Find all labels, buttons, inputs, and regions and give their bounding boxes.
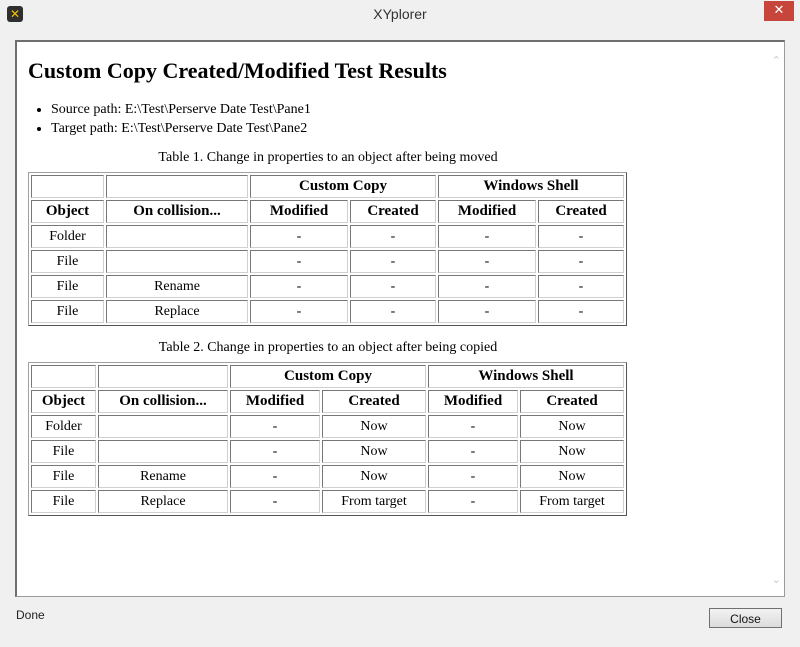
table-cell: - <box>230 440 320 463</box>
report-heading: Custom Copy Created/Modified Test Results <box>28 58 447 83</box>
table-cell: - <box>250 300 348 323</box>
table-cell: File <box>31 490 96 513</box>
table-cell: Now <box>322 415 426 438</box>
table-column-header: Modified <box>250 200 348 223</box>
table-cell: File <box>31 465 96 488</box>
table-column-header: Modified <box>230 390 320 413</box>
table-row <box>31 465 624 488</box>
table-cell: - <box>230 490 320 513</box>
table-column-header: Created <box>322 390 426 413</box>
table-empty-cell <box>106 175 248 198</box>
table-column-header: Modified <box>428 390 518 413</box>
table-empty-cell <box>98 365 228 388</box>
copied-results-table <box>28 362 627 516</box>
table-row <box>31 250 624 273</box>
table-cell <box>106 225 248 248</box>
table2-caption: Table 2. Change in properties to an object after being copied <box>158 340 498 355</box>
table-header-row <box>31 200 624 223</box>
table-row <box>31 440 624 463</box>
table-row <box>31 300 624 323</box>
window-title: XYplorer <box>373 6 427 22</box>
table-cell: Now <box>322 465 426 488</box>
table-cell: File <box>31 250 104 273</box>
table-group-header-row <box>31 175 624 198</box>
table-empty-cell <box>31 365 96 388</box>
table-cell: Replace <box>106 300 248 323</box>
table1-caption: Table 1. Change in properties to an object after being moved <box>158 150 498 165</box>
table-cell: - <box>250 275 348 298</box>
table-cell: - <box>438 300 536 323</box>
table-column-header: Created <box>538 200 624 223</box>
table-cell: - <box>350 275 436 298</box>
table-column-header: Created <box>350 200 436 223</box>
table-cell: File <box>31 275 104 298</box>
table-cell: - <box>438 225 536 248</box>
table-column-header: On collision... <box>106 200 248 223</box>
table-column-header: Object <box>31 200 104 223</box>
table-cell: - <box>250 225 348 248</box>
table-cell: - <box>350 300 436 323</box>
table-row <box>31 490 624 513</box>
table-cell: Folder <box>31 225 104 248</box>
table-group-header: Windows Shell <box>438 175 624 198</box>
table-cell: Rename <box>106 275 248 298</box>
table-header-row <box>31 390 624 413</box>
table-group-header: Custom Copy <box>250 175 436 198</box>
report-viewer[interactable] <box>15 40 785 597</box>
table-row <box>31 415 624 438</box>
table-group-header: Custom Copy <box>230 365 426 388</box>
table-cell <box>106 250 248 273</box>
table-column-header: Object <box>31 390 96 413</box>
table-cell: Replace <box>98 490 228 513</box>
table-row <box>31 225 624 248</box>
table-cell <box>98 440 228 463</box>
table-cell: - <box>428 440 518 463</box>
table-cell: - <box>230 415 320 438</box>
table-cell: - <box>438 250 536 273</box>
vertical-scrollbar[interactable] <box>767 42 784 596</box>
table-group-header-row <box>31 365 624 388</box>
table-row <box>31 275 624 298</box>
table-cell: - <box>538 275 624 298</box>
table-cell: From target <box>322 490 426 513</box>
title-bar <box>0 0 800 29</box>
table-cell: Folder <box>31 415 96 438</box>
table-cell: - <box>438 275 536 298</box>
table-cell: Now <box>520 465 624 488</box>
table-cell: - <box>350 225 436 248</box>
table-group-header: Windows Shell <box>428 365 624 388</box>
table-cell: - <box>428 465 518 488</box>
close-button[interactable]: Close <box>709 608 782 628</box>
moved-results-table <box>28 172 627 326</box>
table-cell: - <box>428 415 518 438</box>
table-cell: - <box>428 490 518 513</box>
target-path-item: • Target path: E:\Test\Perserve Date Test\Pane2 <box>51 119 628 138</box>
window-close-button[interactable]: ✕ <box>764 1 794 21</box>
path-list <box>28 100 628 138</box>
status-text: Done <box>16 608 45 622</box>
table-empty-cell <box>31 175 104 198</box>
table-column-header: Modified <box>438 200 536 223</box>
table-cell: File <box>31 300 104 323</box>
source-path-item: • Source path: E:\Test\Perserve Date Test\Pane1 <box>51 100 628 119</box>
scroll-down-icon[interactable]: ⌄ <box>771 573 781 586</box>
table-cell: Rename <box>98 465 228 488</box>
report-document <box>28 57 628 516</box>
table-cell: From target <box>520 490 624 513</box>
table-column-header: On collision... <box>98 390 228 413</box>
table-cell: - <box>538 300 624 323</box>
table-cell: - <box>250 250 348 273</box>
scroll-up-icon[interactable]: ⌃ <box>771 54 781 67</box>
table-cell: File <box>31 440 96 463</box>
table-cell: Now <box>520 415 624 438</box>
table-cell: Now <box>322 440 426 463</box>
table-column-header: Created <box>520 390 624 413</box>
table-cell: - <box>538 250 624 273</box>
table-cell: - <box>230 465 320 488</box>
xyplorer-app-icon: ✕ <box>7 6 23 22</box>
table-cell: Now <box>520 440 624 463</box>
table-cell: - <box>538 225 624 248</box>
table-cell: - <box>350 250 436 273</box>
table-cell <box>98 415 228 438</box>
